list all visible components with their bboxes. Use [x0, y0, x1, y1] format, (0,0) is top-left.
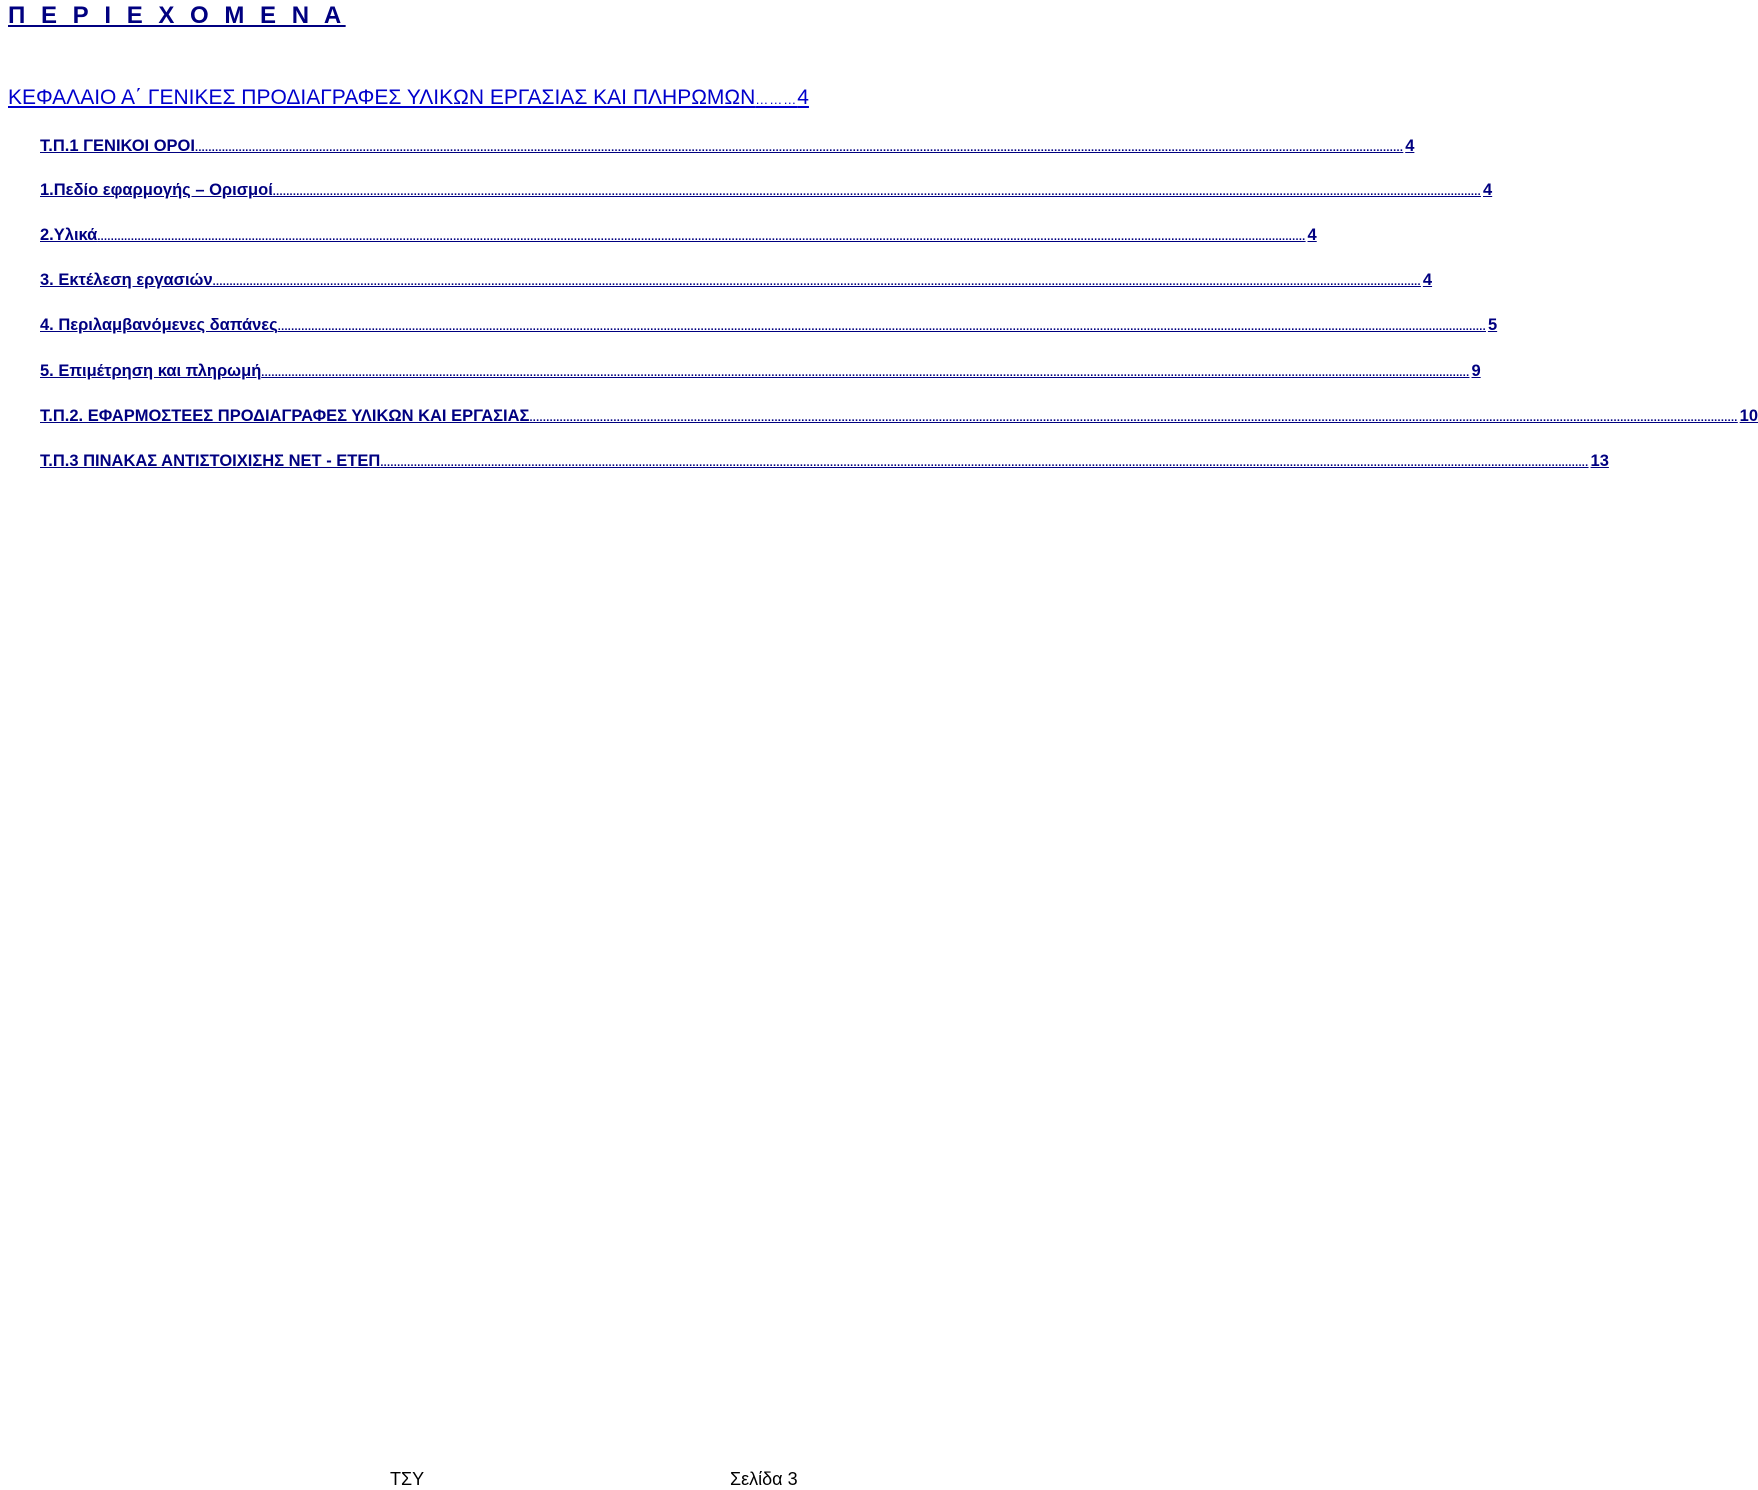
toc-leader-dots: ……… [755, 92, 798, 107]
toc-entry-label: Τ.Π.1 ΓΕΝΙΚΟΙ ΟΡΟΙ [40, 137, 195, 155]
toc-entry-page: 5 [1487, 316, 1498, 334]
footer-org: ΤΣΥ [390, 1469, 425, 1489]
toc-entry-tp2[interactable] [40, 407, 1758, 426]
toc-leader-dots: ........................................................................................................................................................................................................................................................................................................................................................................ [380, 457, 1589, 469]
toc-entry-label: 2.Υλικά [40, 226, 98, 244]
toc-leader-dots: ........................................................................................................................................................................................................................................................................................................................................................................ [272, 186, 1481, 198]
toc-entry-page: 4 [1422, 271, 1433, 289]
toc-entry-page: 10 [1739, 407, 1758, 425]
toc-entry-label: 1.Πεδίο εφαρμογής – Ορισμοί [40, 181, 273, 199]
toc-leader-dots: ........................................................................................................................................................................................................................................................................................................................................................................ [277, 321, 1486, 333]
toc-leader-dots: ........................................................................................................................................................................................................................................................................................................................................................................ [529, 412, 1738, 424]
toc-entry-page: 13 [1590, 452, 1609, 470]
toc-entry-materials[interactable] [40, 226, 1317, 245]
toc-entry-costs[interactable] [40, 316, 1498, 335]
toc-heading: Π Ε Ρ Ι Ε Χ Ο Μ Ε Ν Α [8, 2, 346, 29]
toc-entry-label: 5. Επιμέτρηση και πληρωμή [40, 362, 262, 380]
toc-chapter-label: ΚΕΦΑΛΑΙΟ Α΄ ΓΕΝΙΚΕΣ ΠΡΟΔΙΑΓΡΑΦΕΣ ΥΛΙΚΩΝ ΕΡΓΑΣΙΑΣ ΚΑΙ ΠΛΗΡΩΜΩΝ [8, 86, 756, 109]
toc-entry-label: 4. Περιλαμβανόμενες δαπάνες [40, 316, 278, 334]
toc-entry-label: Τ.Π.2. ΕΦΑΡΜΟΣΤΕΕΣ ΠΡΟΔΙΑΓΡΑΦΕΣ ΥΛΙΚΩΝ ΚΑΙ ΕΡΓΑΣΙΑΣ [40, 407, 530, 425]
toc-entry-label: 3. Εκτέλεση εργασιών [40, 271, 213, 289]
toc-leader-dots: ........................................................................................................................................................................................................................................................................................................................................................................ [212, 276, 1421, 288]
toc-entry-label: Τ.Π.3 ΠΙΝΑΚΑΣ ΑΝΤΙΣΤΟΙΧΙΣΗΣ ΝΕΤ - ΕΤΕΠ [40, 452, 381, 470]
toc-chapter-link[interactable] [8, 86, 809, 110]
toc-chapter-page: 4 [797, 86, 809, 109]
toc-entry-tp3[interactable] [40, 452, 1609, 471]
toc-entry-page: 4 [1307, 226, 1317, 244]
toc-entry-page: 4 [1405, 137, 1415, 155]
toc-leader-dots: ........................................................................................................................................................................................................................................................................................................................................................................ [261, 367, 1470, 379]
toc-entry-scope[interactable] [40, 181, 1493, 200]
toc-entry-execution[interactable] [40, 271, 1433, 290]
toc-leader-dots: ........................................................................................................................................................................................................................................................................................................................................................................ [194, 142, 1404, 154]
toc-entry-tp1[interactable] [40, 137, 1415, 156]
toc-leader-dots: ........................................................................................................................................................................................................................................................................................................................................................................ [97, 231, 1306, 243]
toc-entry-page: 4 [1483, 181, 1493, 199]
footer-page-number: Σελίδα 3 [730, 1469, 798, 1489]
toc-entry-page: 9 [1471, 362, 1481, 380]
toc-entry-measurement[interactable] [40, 362, 1481, 381]
